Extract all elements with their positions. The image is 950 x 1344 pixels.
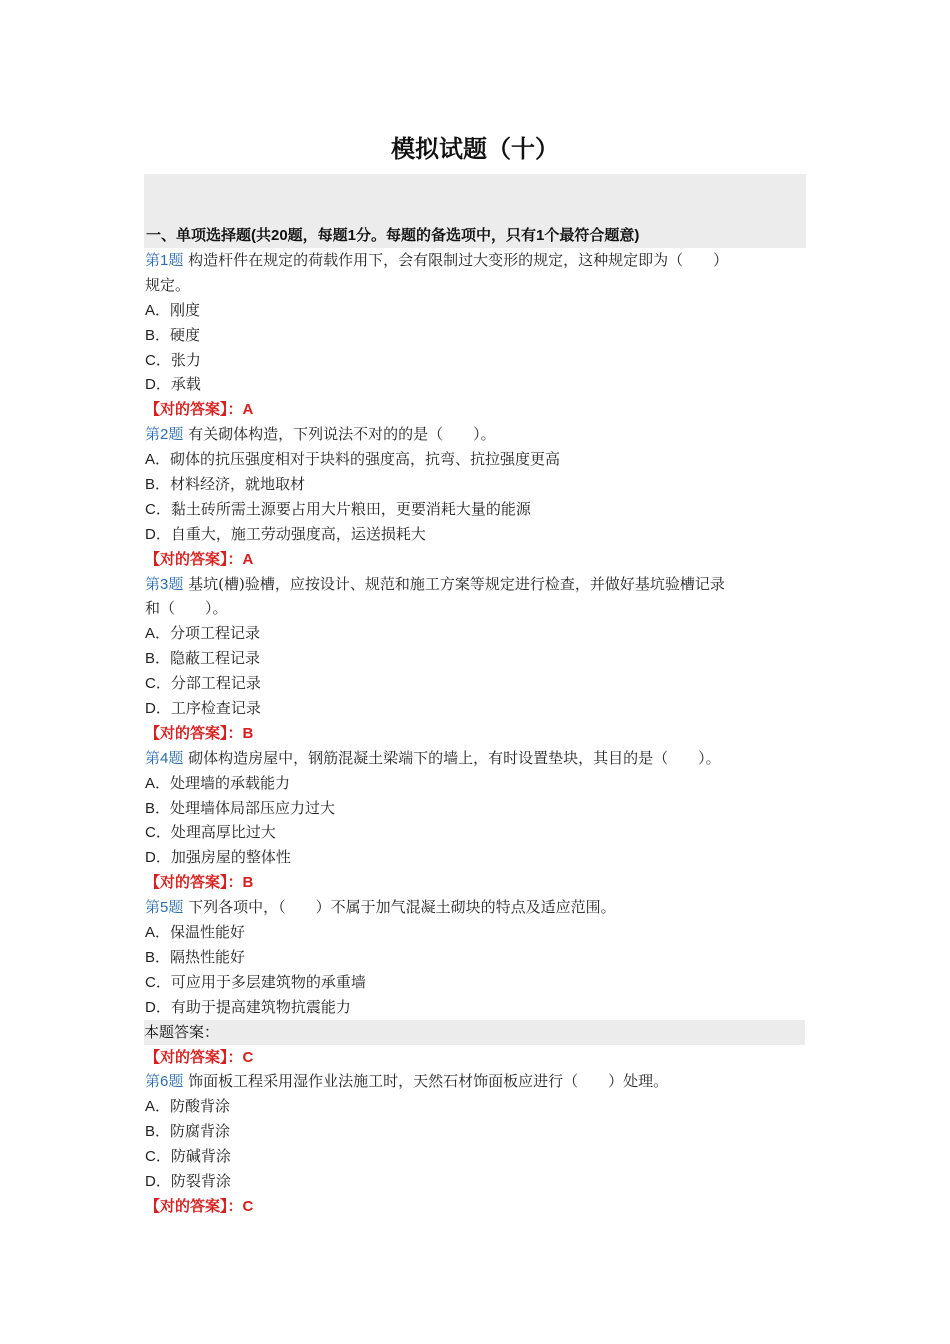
correct-answer: 【对的答案】：A — [145, 549, 254, 568]
option-c: C．分部工程记录 — [145, 674, 261, 693]
option-c: C．可应用于多层建筑物的承重墙 — [145, 972, 366, 991]
option-a: A．分项工程记录 — [145, 624, 261, 643]
option-d: D．承载 — [145, 375, 201, 394]
option-c: C．处理高厚比过大 — [145, 823, 276, 842]
option-b: B．材料经济，就地取材 — [145, 475, 306, 494]
correct-answer: 【对的答案】：B — [145, 723, 254, 742]
option-a: A．防酸背涂 — [145, 1097, 231, 1116]
question-2 — [145, 422, 805, 571]
option-d: D．工序检查记录 — [145, 699, 261, 718]
question-stem-continued: 规定。 — [145, 275, 191, 294]
question-number: 第3题 — [145, 574, 184, 593]
option-b: B．硬度 — [145, 325, 201, 344]
option-b: B．隐蔽工程记录 — [145, 649, 261, 668]
question-stem: 第3题 基坑(槽)验槽，应按设计、规范和施工方案等规定进行检查，并做好基坑验槽记录 — [145, 574, 725, 593]
correct-answer: 【对的答案】：C — [145, 1047, 254, 1066]
question-3 — [145, 572, 805, 746]
question-number: 第5题 — [145, 898, 184, 917]
question-number: 第2题 — [145, 425, 184, 444]
option-b: B．隔热性能好 — [145, 947, 246, 966]
correct-answer: 【对的答案】：C — [145, 1196, 254, 1215]
option-d: D．自重大，施工劳动强度高，运送损耗大 — [145, 524, 426, 543]
correct-answer: 【对的答案】：A — [145, 400, 254, 419]
correct-answer: 【对的答案】：B — [145, 873, 254, 892]
option-c: C．黏土砖所需土源要占用大片粮田，更要消耗大量的能源 — [145, 499, 531, 518]
question-6 — [145, 1069, 805, 1218]
option-a: A．处理墙的承载能力 — [145, 773, 291, 792]
question-5 — [145, 895, 805, 1069]
answer-note: 本题答案： — [144, 1020, 805, 1045]
page-title: 模拟试题（十） — [391, 134, 559, 163]
question-number: 第1题 — [145, 251, 184, 269]
question-stem: 第5题 下列各项中，（ ）不属于加气混凝土砌块的特点及适应范围。 — [145, 898, 616, 917]
question-stem: 第6题 饰面板工程采用湿作业法施工时，天然石材饰面板应进行（ ）处理。 — [145, 1072, 669, 1091]
question-stem: 第4题 砌体构造房屋中，钢筋混凝土梁端下的墙上，有时设置垫块，其目的是（ ）。 — [145, 748, 721, 767]
option-a: A．刚度 — [145, 300, 201, 319]
option-a: A．砌体的抗压强度相对于块料的强度高，抗弯、抗拉强度更高 — [145, 450, 561, 469]
option-b: B．处理墙体局部压应力过大 — [145, 798, 336, 817]
option-d: D．防裂背涂 — [145, 1171, 231, 1190]
section-heading: 一、单项选择题(共20题，每题1分。每题的备选项中，只有1个最符合题意) — [146, 227, 640, 244]
question-number: 第6题 — [145, 1072, 184, 1091]
option-c: C．防碱背涂 — [145, 1147, 231, 1166]
question-stem: 第1题 构造杆件在规定的荷载作用下，会有限制过大变形的规定，这种规定即为（ ） — [145, 251, 729, 269]
question-1 — [145, 248, 805, 422]
option-b: B．防腐背涂 — [145, 1122, 231, 1141]
question-number: 第4题 — [145, 748, 184, 767]
option-d: D．加强房屋的整体性 — [145, 848, 291, 867]
question-list — [145, 248, 805, 1219]
question-stem-continued: 和（ ）。 — [145, 599, 228, 618]
question-4 — [145, 746, 805, 895]
option-d: D．有助于提高建筑物抗震能力 — [145, 997, 351, 1016]
option-a: A．保温性能好 — [145, 923, 246, 942]
option-c: C．张力 — [145, 350, 201, 369]
question-stem: 第2题 有关砌体构造，下列说法不对的的是（ ）。 — [145, 425, 496, 444]
